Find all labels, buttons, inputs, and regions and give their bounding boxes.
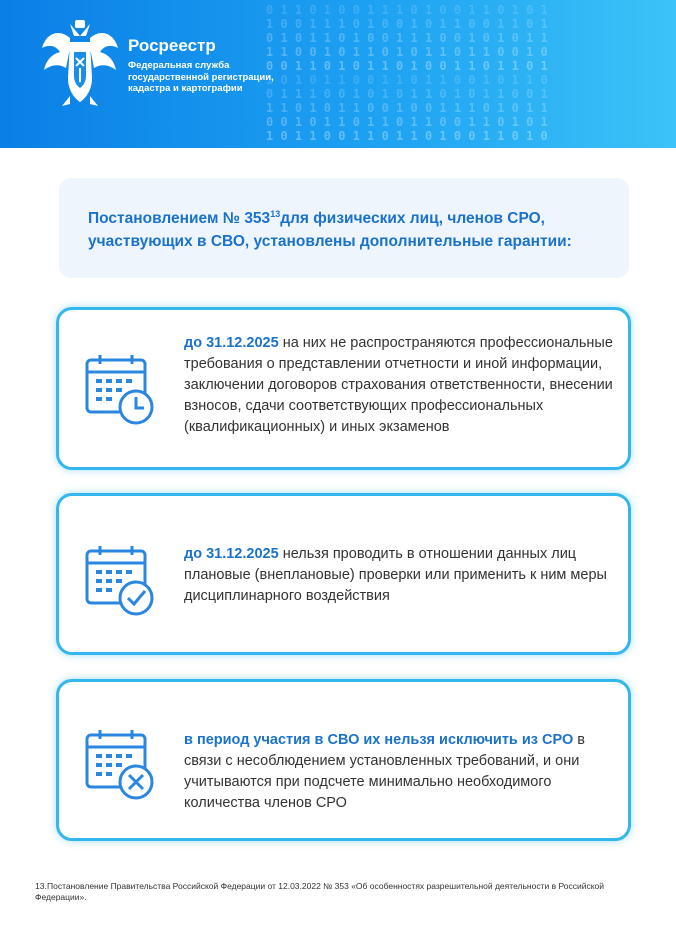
footnote-ref: 13: [270, 208, 281, 219]
card-2-text: до 31.12.2025 нельзя проводить в отношении данных лиц плановые (внеплановые) проверки или применить к ним меры дисциплинарного воздействия: [184, 546, 607, 604]
binary-row: 0 1 0 1 1 0 1 0 0 1 1 1 0 0 1 0 1 0 1 1: [266, 31, 548, 45]
intro-box: [59, 178, 629, 278]
org-name: Росреестр: [128, 36, 216, 55]
binary-row: 0 0 1 0 1 1 0 1 1 0 1 1 0 0 1 1 0 1 0 1: [266, 115, 548, 129]
calendar-clock-icon: [84, 352, 159, 427]
calendar-check-icon: [84, 543, 159, 618]
binary-row: 1 1 0 1 0 1 1 0 0 1 0 0 1 1 1 0 1 0 1 1: [266, 101, 548, 115]
binary-row: 1 0 1 0 1 1 0 0 1 1 0 1 1 0 0 1 0 1 1 0: [266, 73, 548, 87]
header-banner: [0, 0, 676, 148]
binary-row: 1 0 0 1 1 1 0 1 0 0 1 0 1 1 0 0 1 1 0 1: [266, 17, 548, 31]
eagle-emblem-icon: [40, 18, 120, 108]
binary-row: 0 1 1 1 0 0 1 0 1 0 1 1 0 1 0 1 1 0 0 1: [266, 87, 548, 101]
guarantee-card-2: [56, 493, 631, 655]
card-1-text: до 31.12.2025 на них не распространяются профессиональные требования о представлении отчетности и иной информации, заключении договоров страхования ответственности, внесении взносов, сдачи соответствующих профессиональных (квалификационных) и иных экзаменов: [184, 335, 613, 435]
footnote-number: 13.: [35, 881, 47, 891]
footnote-text: Постановление Правительства Российской Федерации от 12.03.2022 № 353 «Об особенностях разрешительной деятельности в Российской Федерации».: [35, 881, 605, 902]
footnote: [35, 881, 645, 903]
calendar-cross-icon: [84, 727, 159, 802]
binary-pattern: [256, 0, 676, 148]
binary-row: 0 0 1 1 0 1 0 1 1 0 1 0 0 1 1 0 1 1 0 1: [266, 59, 548, 73]
card-3-text: в период участия в СВО их нельзя исключить из СРО в связи с несоблюдением установленных требований, и они учитываются при подсчете минимально необходимого количества членов СРО: [184, 732, 585, 811]
org-subtitle: Федеральная служба государственной регистрации, кадастра и картографии: [128, 60, 274, 94]
guarantee-card-3: [56, 679, 631, 841]
intro-text: Постановлением № $353^{13}для$ физических лиц, членов СРО, участвующих в СВО, установлены дополнительные гарантии:: [88, 208, 572, 250]
binary-row: 0 1 1 0 1 0 0 1 1 1 0 1 0 0 1 1 0 1 0 1: [266, 3, 548, 17]
binary-row: 1 1 0 0 1 0 1 1 0 1 0 1 1 0 1 1 0 0 1 0: [266, 45, 548, 59]
guarantee-card-1: [56, 307, 631, 470]
binary-row: 1 0 1 1 0 0 1 1 0 1 1 0 1 0 0 1 1 0 1 0: [266, 129, 548, 143]
